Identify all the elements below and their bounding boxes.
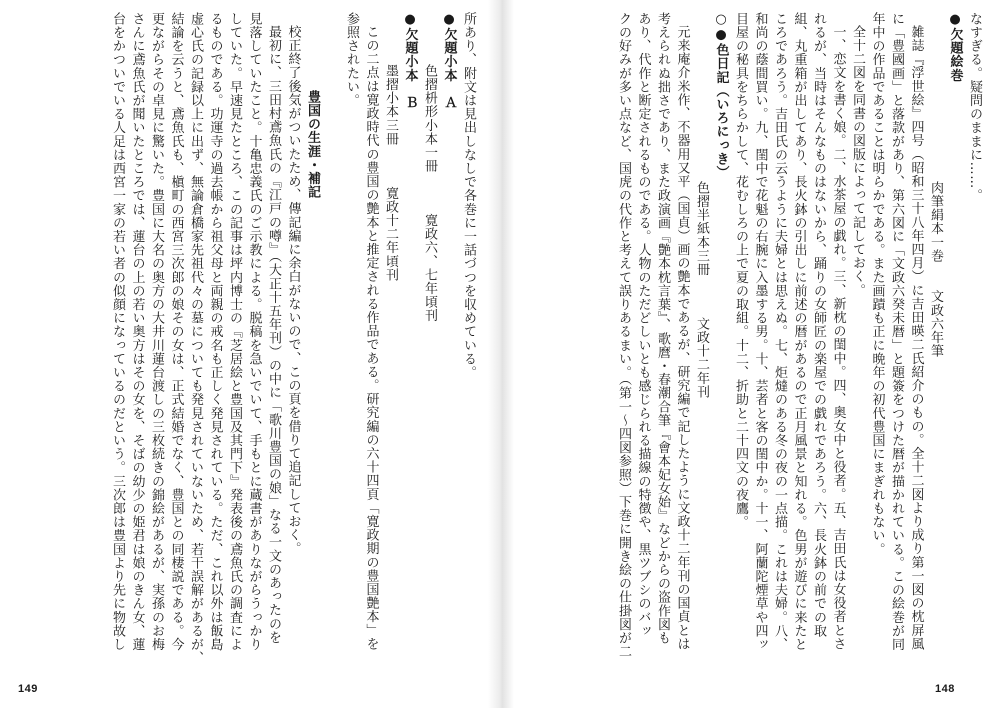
text-line: 虚心氏の記録以上に出ず、無論倉橋家先祖代々の墓についても発見されていないため、若干誤解があるが、 — [188, 12, 203, 665]
page-number-right: 148 — [935, 683, 955, 695]
text-line: 全十二図を同書の図版によって記しておく。 — [850, 25, 865, 297]
page-149-text — [12, 12, 478, 672]
text-line: 校正終了後気がついたため、傳記編に余白がないので、この頁を借りて追記しておく。 — [285, 25, 301, 556]
page-number-left: 149 — [18, 683, 38, 695]
text-line: 参照されたい。 — [344, 12, 359, 108]
page-148-text — [518, 12, 984, 672]
entry-heading: ●欠題小本 Ｂ — [402, 12, 418, 110]
text-line: あり、代作と断定されるものである。人物のただどしいとも感じられる描線の特徴や、黒ツブシのバッ — [635, 12, 651, 638]
text-line: 見落していたこと。十亀忠義氏のご示教による。脱稿を急いでいて、手もとに蔵書がありながらうっかり — [246, 12, 262, 652]
entry-heading: ●欠題小本 Ａ — [441, 12, 457, 110]
text-line: 目屋の秘具をちらかして、花むしろの上で夏の取組。十二、折助と二十四文の夜鷹。 — [733, 12, 748, 529]
text-line: していた。早速見たところ、この記事は坪内博士の『芝居絵と豊国及其門下』発表後の鳶魚氏の調査によ — [227, 12, 242, 652]
text-line: ころであろう。吉田氏の云うように夫婦とは思えぬ。七、炬燵のある冬の夜の一点描。これは夫婦。八、 — [772, 12, 787, 652]
text-line: 組、丸重箱が出してあり、長火鉢の引出しに前述の暦があるので正月風景と知れる。色男が遊びに来たと — [791, 12, 807, 652]
entry-heading: ●欠題絵巻 — [947, 12, 963, 82]
text-line: さんに鳶魚氏が聞いたところでは、蓮台の上の若い奥方はその女を、そばの幼少の姫君は娘のきん女、蓮 — [129, 12, 145, 652]
text-line: 雑誌『浮世絵』四号（昭和三十八年四月）に吉田暎二氏紹介のもの。全十二図より成り第一図の枕屏風 — [908, 25, 924, 651]
text-line: 最初に、三田村鳶魚氏の『江戸の噂』（大正十五年刊）の中に「歌川豊国の娘」なる一文のあったのを — [266, 25, 281, 645]
entry-format: 色摺枡形小本一冊 寛政六、七年頃刊 — [422, 64, 437, 323]
text-line: クの好みが多い点など、国虎の代作と考えて誤りあるまい。（第一～四図参照）下巻に開き絵の仕掛図が二 — [616, 12, 631, 659]
text-line: この二点は寛政時代の豊国の艶本と推定される作品である。研究編の六十四頁「寛政期の豊国艶本」を — [363, 25, 379, 651]
text-line: 年中の作品であることは明らかである。また画蹟も正に晩年の初代豊国にまぎれもない。 — [869, 12, 885, 556]
text-line: れるが、当時はそんなものはないから、踊りの女師匠の楽屋での戯れであろう。六、長火鉢の前での取 — [811, 12, 826, 638]
text-line: 考えられぬ拙さであり、また政演画『艶本枕言葉』、歌麿・春潮合筆『會本妃女始』などからの盗作図も — [655, 12, 670, 645]
text-line: 和尚の蔭間買い。九、閨中で花魁の右腕に入墨する男。十、芸者と客の閨中か。十一、阿蘭陀煙草や四ッ — [752, 12, 768, 652]
text-line: なすぎる。疑問のままに……。 — [967, 12, 982, 203]
text-line: 元来庵介米作、不器用又平（国貞）画の艶本であるが、研究編で記したように文政十二年刊の国貞とは — [674, 25, 690, 651]
text-line: 更ながらその卓見に驚いた。豊国に大名の奥方の大井川蓮台渡しの三枚続きの錦絵があるが、実孫のお梅 — [149, 12, 164, 652]
page-148 — [518, 12, 984, 672]
entry-format: 墨摺小本三冊 寛政十二年頃刊 — [383, 64, 398, 282]
text-line: るものである。功運寺の過去帳から祖父母と両親の戒名も正しく発見されている。ただ、これ以外は飯島 — [207, 12, 223, 652]
entry-format: 色摺半紙本三冊 文政十二年刊 — [694, 181, 709, 399]
text-line: に「豊國画」と落款があり、第六図に「文政六癸未暦」と題簽をつけた暦が描かれている。この絵巻が同 — [889, 12, 904, 652]
text-line: 台をかついでいる人足は西宮一家の若い者の似顔になっているのだという。三次郎は豊国より先に物故し — [110, 12, 125, 652]
page-149 — [12, 12, 478, 672]
text-line: 所あり、附文は見出しなしで各巻に一話づつを収めている。 — [461, 12, 476, 380]
section-heading: 豊国の生涯・補記 — [305, 90, 320, 199]
entry-format: 肉筆絹本一巻 文政六年筆 — [928, 181, 943, 358]
entry-heading: ○●色日記（いろにっき） — [713, 12, 729, 180]
text-line: 結論を云うと、鳶魚氏も、槇町の西宮三次郎の娘その女は、正式結婚でなく、豊国との同棲説である。今 — [168, 12, 184, 652]
text-line: 一、恋文を書く娘。二、水茶屋の戯れ。三、新枕の閨中。四、奥女中と役者。五、吉田氏は女役者とさ — [830, 25, 846, 651]
book-gutter — [488, 0, 514, 708]
